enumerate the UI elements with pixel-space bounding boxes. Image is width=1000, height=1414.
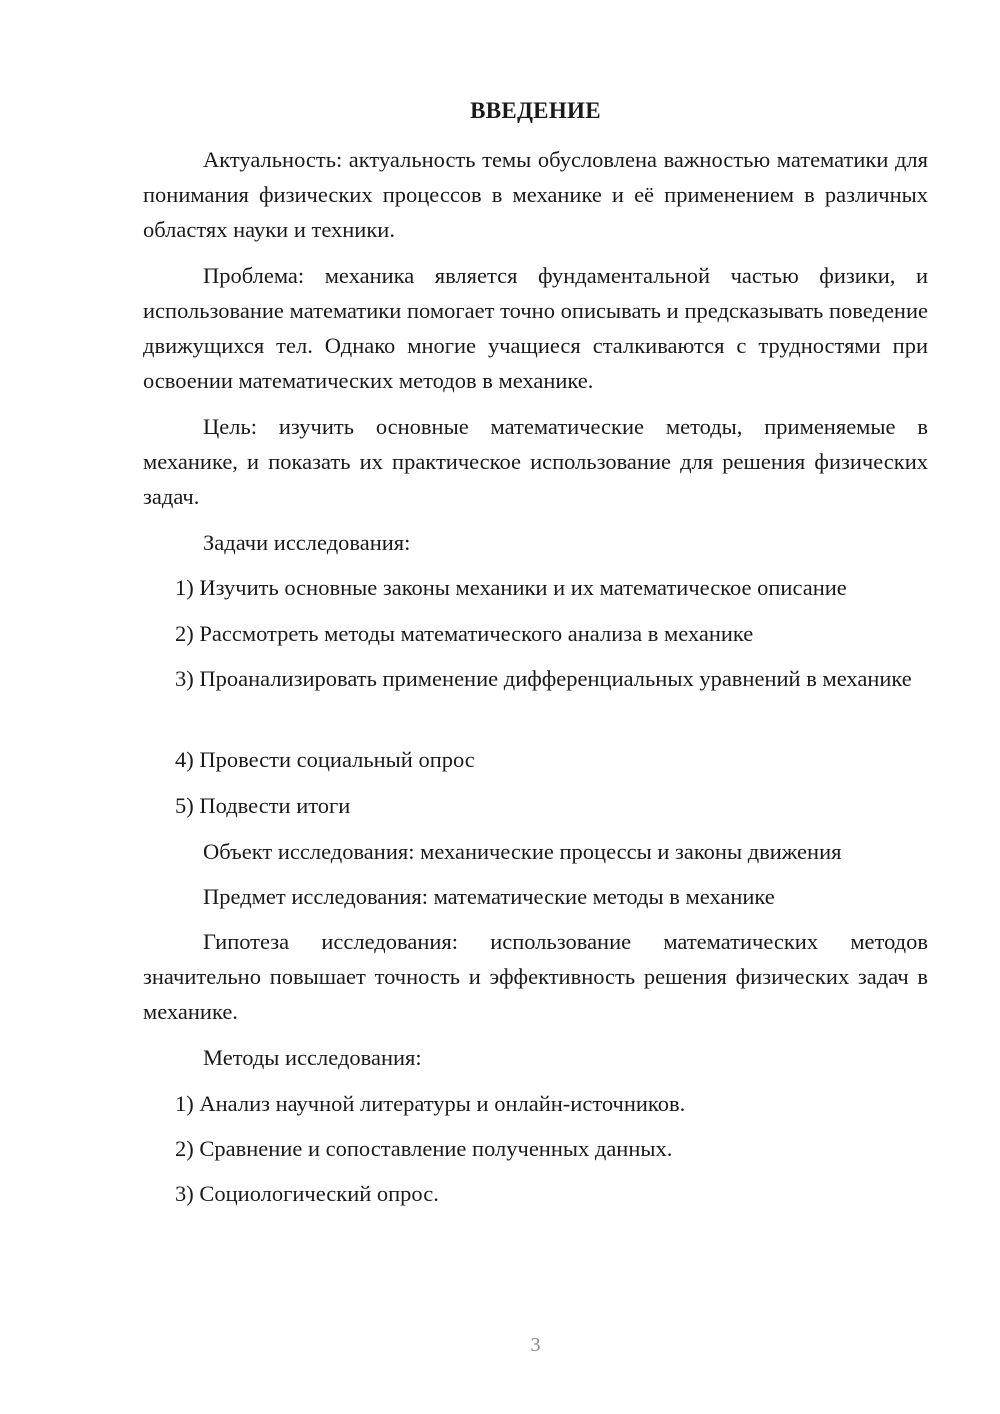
task-item-5: 5) Подвести итоги	[175, 793, 351, 818]
task-item-4: 4) Провести социальный опрос	[175, 747, 475, 772]
section-title: ВВЕДЕНИЕ	[470, 98, 601, 123]
paragraph-relevance: Актуальность: актуальность темы обусловлена важностью математики для понимания физических процессов в механике и её применением в различных областях науки и техники.	[143, 147, 928, 242]
document-page	[143, 0, 928, 1414]
task-item-3: 3) Проанализировать применение дифференциальных уравнений в механике	[175, 666, 912, 691]
paragraph-goal: Цель: изучить основные математические методы, применяемые в механике, и показать их практическое использование для решения физических задач.	[143, 414, 928, 509]
tasks-heading: Задачи исследования:	[203, 530, 411, 555]
method-item-3: 3) Социологический опрос.	[175, 1181, 439, 1206]
paragraph-object: Объект исследования: механические процессы и законы движения	[203, 839, 842, 864]
paragraph-hypothesis: Гипотеза исследования: использование математических методов значительно повышает точность и эффективность решения физических задач в механике.	[143, 929, 928, 1024]
task-item-2: 2) Рассмотреть методы математического анализа в механике	[175, 621, 754, 646]
paragraph-subject: Предмет исследования: математические методы в механике	[203, 884, 775, 909]
methods-heading: Методы исследования:	[203, 1045, 422, 1070]
task-item-1: 1) Изучить основные законы механики и их математическое описание	[175, 575, 847, 600]
method-item-1: 1) Анализ научной литературы и онлайн-источников.	[175, 1091, 686, 1116]
page-number: 3	[530, 1334, 541, 1356]
paragraph-problem: Проблема: механика является фундаментальной частью физики, и использование математики помогает точно описывать и предсказывать поведение движущихся тел. Однако многие учащиеся сталкиваются с трудностями при освоении математических методов в механике.	[143, 263, 928, 393]
method-item-2: 2) Сравнение и сопоставление полученных данных.	[175, 1136, 673, 1161]
